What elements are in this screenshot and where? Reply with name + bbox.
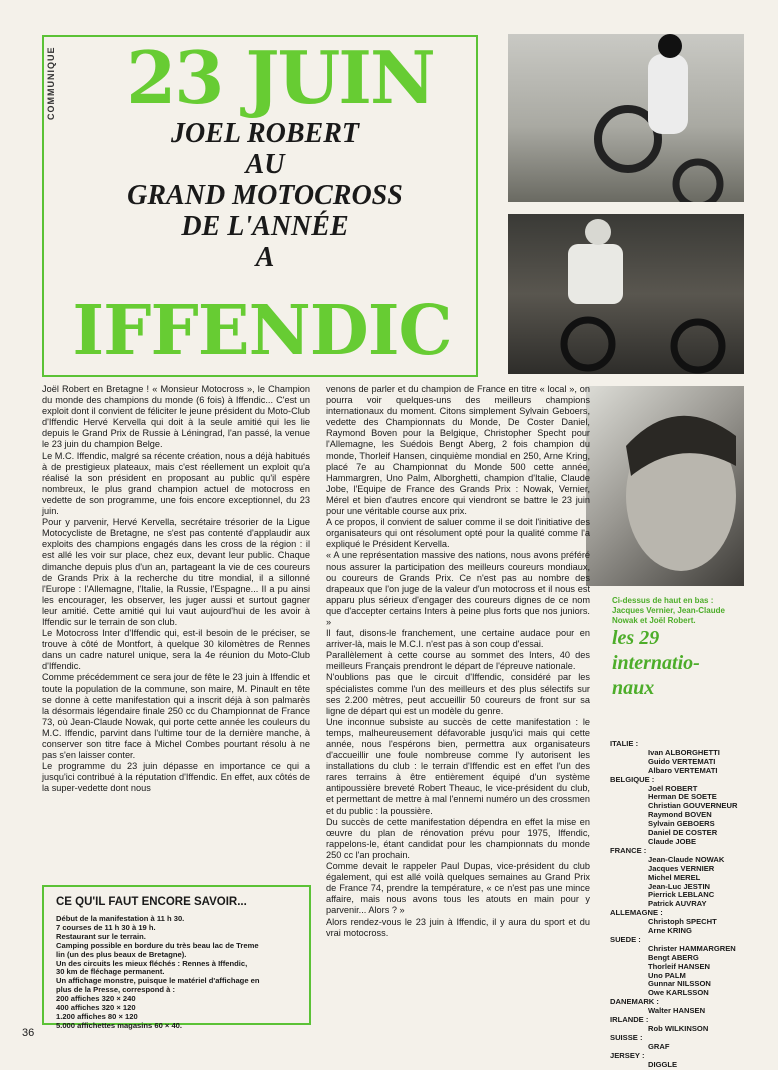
town-title: IFFENDIC (72, 291, 452, 371)
event-date-title: 23 JUIN (126, 35, 434, 120)
article-paragraph: Le M.C. Iffendic, malgré sa récente création, nous a déjà habitués à de prestigieux plateaux, mais c'est réellement un exploit qu'a réalisé la son président en proposant au public qu'il espère nombreux, le plus grand champion actuel de motocross en vedette de son programme, une fois encore exceptionnel, du 23 juin. (42, 450, 310, 517)
rider-name: Guido VERTEMATI (648, 756, 716, 766)
country-name: JERSEY : (610, 1050, 645, 1060)
rider-name: Jean-Claude NOWAK (648, 854, 725, 864)
info-line: lin (un des plus beaux de Bretagne). (56, 949, 187, 959)
country-name: SUISSE : (610, 1032, 643, 1042)
country-name: DANEMARK : (610, 997, 659, 1007)
rider-name: Jacques VERNIER (648, 863, 715, 873)
rider-name: Christian GOUVERNEUR (648, 801, 738, 811)
internationals-title-line: internatio- (612, 652, 700, 674)
rider-name: Herman DE SOETE (648, 792, 717, 802)
info-line: Un affichage monstre, puisque le matériel d'affichage en (56, 976, 260, 986)
rider-name: Pierrick LEBLANC (648, 890, 715, 900)
rider-name: Albaro VERTEMATI (648, 765, 718, 775)
page-number: 36 (22, 1027, 35, 1039)
article-paragraph: Alors rendez-vous le 23 juin à Iffendic, il y aura du sport et du vrai motocross. (326, 916, 590, 938)
rider-name: Walter HANSEN (648, 1006, 706, 1016)
rider-name: Christoph SPECHT (648, 917, 717, 927)
rider-name: Jean-Luc JESTIN (648, 881, 711, 891)
country-name: BELGIQUE : (610, 774, 655, 784)
article-column-1 (42, 384, 310, 794)
rider-name: Rob WILKINSON (648, 1024, 709, 1033)
rider-name: Thorleif HANSEN (648, 961, 711, 971)
rider-jump-photo (508, 34, 744, 202)
country-name: FRANCE : (610, 845, 647, 855)
article-paragraph: A ce propos, il convient de saluer comme il se doit l'initiative des organisateurs qui ont résolument opté pour la qualité comme l'a expliqué le Président Kervella. (326, 517, 590, 550)
article-paragraph: Une inconnue subsiste au succès de cette manifestation : le temps, malheureusement défavorable jusqu'ici mais qui cette année, nous l'espérons bien, permettra aux organisateurs d'accueillir une foule nombreuse comme l'y autorisent les installations du club : le terrain d'Iffendic est en effet l'un des rares terrains à être entièrement équipé d'un système antipoussière breveté Robert Theauc, le vice-président du club, et permettant de mettre à mal l'ennemi numéro un des crossmen et du public : la poussière. (326, 716, 590, 816)
info-line: plus de la Presse, correspond à : (56, 985, 176, 995)
info-line: 5.000 affichettes magasins 60 × 40. (56, 1020, 183, 1030)
info-line: 1.200 affiches 80 × 120 (56, 1011, 138, 1021)
article-paragraph: Parallèlement à cette course au sommet des Inters, 40 des meilleurs Français prendront le départ de l'épreuve nationale. (326, 650, 590, 672)
rider-name: DIGGLE (648, 1059, 678, 1069)
country-name: ALLEMAGNE : (610, 908, 663, 918)
article-paragraph: Joël Robert en Bretagne ! « Monsieur Motocross », le Champion du monde des champions du monde (6 fois) à Iffendic... C'est un exploit dont il convient de féliciter le jeune président du Moto-Club d'Iffendic Hervé Kervella qui doit à la seule amitié qui les lie depuis le Grand Prix de Russie à Léningrad, l'an passé, la venue le 23 juin du champion Belge. (42, 384, 310, 450)
article-paragraph: Pour y parvenir, Hervé Kervella, secrétaire trésorier de la Ligue Motocycliste de Bretagne, ne s'est pas contenté d'applaudir aux exploits des champions engagés dans les cross de la région : il est allé les voir sur place, chez eux, devant leur public. Chaque dimanche depuis plus d'un an, partageant la vie de ces coureurs de Grands Prix à la recherche du titre mondial, il a sillonné l'Europe : l'Allemagne, l'Italie, la Russie, l'Espagne... Il a pu ainsi les encourager, les observer, les juger aussi et surtout gagner leur amitié. Cette amitié qui lui vaut aujourd'hui de les avoir à Iffendic sur le terrain de son club. (42, 517, 310, 627)
headline-line: A (255, 242, 275, 273)
headline (60, 118, 470, 273)
country-name: SUEDE : (610, 934, 641, 944)
info-line: 200 affiches 320 × 240 (56, 994, 136, 1004)
info-line: Un des circuits les mieux fléchés : Rennes à Iffendic, (56, 958, 248, 968)
rider-name: Bengt ABERG (648, 952, 699, 962)
article-paragraph: Du succès de cette manifestation dépendra en effet la mise en œuvre du plan de rénovation prévu pour 1975, Iffendic, rappelons-le, étant candidat pour les championnats du monde 250 cc l'an prochain. (326, 816, 590, 860)
rider-name: Sylvain GEBOERS (648, 819, 715, 829)
country-name: IRLANDE : (610, 1015, 649, 1025)
rider-name: Gunnar NILSSON (648, 979, 711, 989)
rider-name: Ivan ALBORGHETTI (648, 747, 720, 757)
rider-name: Joël ROBERT (648, 783, 698, 793)
info-line: Camping possible en bordure du très beau lac de Treme (56, 940, 259, 950)
article-paragraph: Comme précédemment ce sera jour de fête le 23 juin à Iffendic et toute la population de la commune, son maire, M. Pinault en tête se donne à cette manifestation qui a inscrit déjà à son palmarès la désormais légendaire finale 250 cc du Championnat de France 73, où Jean-Claude Nowak, qui porte cette année les couleurs du M.C. Iffendic, parvint dans l'ultime tour de la dernière manche, à conserver son titre face à Michel Combes pourtant résolu à ne pas s'en laisser conter. (42, 672, 310, 761)
rider-name: Patrick AUVRAY (648, 899, 707, 909)
photo-caption: Ci-dessus de haut en bas : Jacques Vernier, Jean-Claude Nowak et Joël Robert. (612, 596, 725, 625)
headline-line: GRAND MOTOCROSS (127, 180, 403, 211)
rider-name: Uno PALM (648, 970, 686, 980)
rider-name: Owe KARLSSON (648, 988, 709, 998)
article-paragraph: Le programme du 23 juin dépasse en importance ce qui a jusqu'ici contribué à la réputation d'Iffendic. En effet, aux côtés de la super-vedette dont nous (42, 761, 310, 794)
info-line: 400 affiches 320 × 120 (56, 1003, 136, 1013)
info-box-title: CE QU'IL FAUT ENCORE SAVOIR... (56, 896, 247, 908)
info-line: Début de la manifestation à 11 h 30. (56, 914, 185, 923)
internationals-title-line: les 29 (612, 627, 660, 649)
info-box (42, 885, 311, 1030)
rider-name: Claude JOBE (648, 836, 697, 846)
article-paragraph: Il faut, disons-le franchement, une certaine audace pour en arriver-là, mais le M.C.I. n'est pas à son coup d'essai. (326, 628, 590, 650)
article-paragraph: venons de parler et du champion de France en titre « local », on pourra voir quelques-uns des meilleurs champions internationaux du moment. Citons simplement Sylvain Geboers, vedette des Championnats du Monde, De Coster Daniel, Raymond Boven pour la Belgique, Christopher Specht pour l'Allemagne, les Suédois Bengt Aberg, 2 fois champion du monde, Thorleif Hansen, cinquième mondial en 250, Arne Kring, placé 7e au Championnat du Monde 500 cette année, Hammargren, Uno Palm, Alborghetti, champion d'Italie, Claude Jobe, l'Equipe de France des Grands Prix : Nowak, Vernier, Mérel et bien d'autres encore qui viendront se battre le 23 juin pour une véritable course aux prix. (326, 384, 590, 517)
info-line: 7 courses de 11 h 30 à 19 h. (56, 922, 156, 932)
rider-race-photo (508, 214, 744, 374)
rider-name: Michel MEREL (648, 872, 701, 882)
info-box-lines (56, 915, 297, 1031)
article-paragraph: « A une représentation massive des nations, nous avons préféré nous assurer la participation des meilleurs coureurs mondiaux, ou coureurs de Grands Prix. Ce n'est pas au nombre des drapeaux que l'on juge de la valeur d'un motocross et il nous est apparu plus sérieux d'engager des coureurs dignes de ce nom que d'accepter certains Inters à peine plus forts que nos juniors. » (326, 550, 590, 627)
headline-line: AU (245, 149, 285, 180)
riders-by-country (610, 740, 760, 1070)
article-paragraph: Le Motocross Inter d'Iffendic qui, est-il besoin de le préciser, se trouve à côté de Montfort, à quelque 30 kilomètres de Rennes dans un cadre naturel unique, sera la 4e réunion du Moto-Club d'Iffendic. (42, 628, 310, 672)
side-label: COMMUNIQUE (46, 46, 56, 120)
rider-name: GRAF (648, 1041, 670, 1051)
internationals-title (612, 626, 752, 701)
headline-line: JOEL ROBERT (171, 118, 359, 149)
internationals-title-line: naux (612, 677, 655, 699)
rider-name: Arne KRING (648, 926, 692, 936)
rider-name: Christer HAMMARGREN (648, 943, 736, 953)
info-line: 30 km de fléchage permanent. (56, 967, 165, 977)
info-line: Restaurant sur le terrain. (56, 931, 146, 941)
rider-name: Daniel DE COSTER (648, 828, 718, 838)
article-column-2 (326, 384, 590, 939)
article-paragraph: N'oublions pas que le circuit d'Iffendic, considéré par les spécialistes comme l'un des meilleurs et des plus sélectifs sur ses 2.200 mètres, peut accueillir 50 coureurs de front sur sa ligne de départ qui est un modèle du genre. (326, 672, 590, 716)
headline-line: DE L'ANNÉE (181, 211, 349, 242)
rider-portrait-photo (586, 386, 744, 586)
rider-name: Raymond BOVEN (648, 810, 712, 820)
article-paragraph: Comme devait le rappeler Paul Dupas, vice-président du club également, qui est allé voilà quelques semaines au Grand Prix de France 74, prendre la température, « ce n'est pas une mince affaire, mais nous avons tous les atouts en main pour y parvenir... Alors ? » (326, 861, 590, 916)
country-name: ITALIE : (610, 739, 639, 748)
